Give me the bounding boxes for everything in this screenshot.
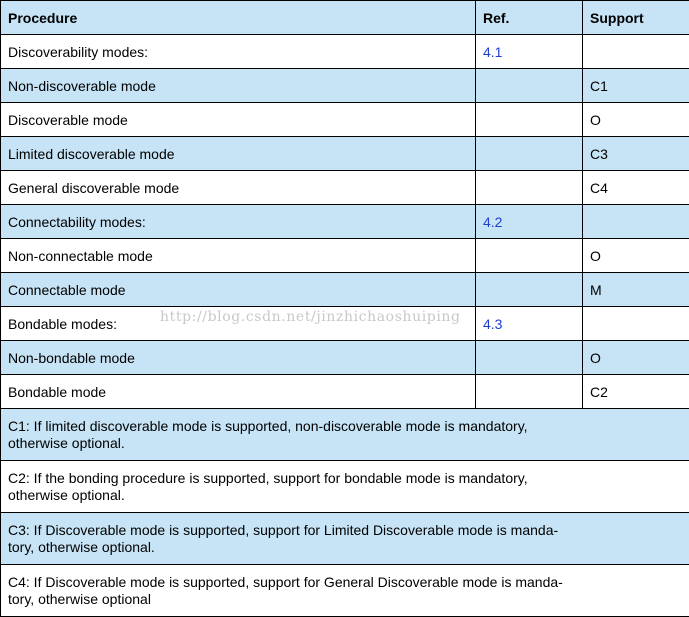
support-cell: O <box>583 341 689 375</box>
table-row <box>1 307 689 341</box>
note-c4 <box>1 565 689 617</box>
procedure-cell: Non-connectable mode <box>1 239 476 273</box>
support-cell <box>583 205 689 239</box>
procedure-cell: Discoverability modes: <box>1 35 476 69</box>
note-line: C1: If limited discoverable mode is supported, non-discoverable mode is mandatory, <box>8 418 682 435</box>
note-c2 <box>1 461 689 513</box>
ref-cell: 4.1 <box>476 35 583 69</box>
note-line: C3: If Discoverable mode is supported, support for Limited Discoverable mode is manda- <box>8 522 682 539</box>
support-cell: O <box>583 239 689 273</box>
support-cell <box>583 307 689 341</box>
note-line: C4: If Discoverable mode is supported, support for General Discoverable mode is manda- <box>8 574 682 591</box>
note-line: otherwise optional. <box>8 487 682 504</box>
procedure-cell: Discoverable mode <box>1 103 476 137</box>
support-cell: O <box>583 103 689 137</box>
table-header-row <box>1 1 689 35</box>
support-cell: C3 <box>583 137 689 171</box>
procedure-cell: Limited discoverable mode <box>1 137 476 171</box>
procedure-cell: Bondable mode <box>1 375 476 409</box>
note-line: tory, otherwise optional <box>8 591 682 608</box>
support-cell <box>583 35 689 69</box>
note-line: tory, otherwise optional. <box>8 539 682 556</box>
procedure-cell: Non-bondable mode <box>1 341 476 375</box>
ref-cell: 4.2 <box>476 205 583 239</box>
ref-cell: 4.3 <box>476 307 583 341</box>
procedure-cell: Connectability modes: <box>1 205 476 239</box>
ref-cell <box>476 69 583 103</box>
table-row <box>1 35 689 69</box>
table-row <box>1 69 689 103</box>
support-cell: M <box>583 273 689 307</box>
table-row <box>1 375 689 409</box>
header-support: Support <box>583 1 689 35</box>
table-row <box>1 341 689 375</box>
table-row <box>1 205 689 239</box>
table-row <box>1 239 689 273</box>
note-line: otherwise optional. <box>8 435 682 452</box>
ref-cell <box>476 171 583 205</box>
support-cell: C2 <box>583 375 689 409</box>
note-c1 <box>1 409 689 461</box>
table-row <box>1 171 689 205</box>
procedure-cell: Connectable mode <box>1 273 476 307</box>
ref-cell <box>476 239 583 273</box>
table-row <box>1 273 689 307</box>
table-row <box>1 137 689 171</box>
note-line: C2: If the bonding procedure is supported, support for bondable mode is mandatory, <box>8 470 682 487</box>
header-procedure: Procedure <box>1 1 476 35</box>
blog-watermark: http://blog.csdn.net/jinzhichaoshuiping <box>160 309 461 325</box>
ref-cell <box>476 273 583 307</box>
header-ref: Ref. <box>476 1 583 35</box>
table-row <box>1 103 689 137</box>
procedure-cell: Non-discoverable mode <box>1 69 476 103</box>
procedure-cell: Bondable modes: <box>1 307 476 341</box>
note-row <box>1 409 689 461</box>
note-row <box>1 565 689 617</box>
ref-cell <box>476 103 583 137</box>
support-cell: C4 <box>583 171 689 205</box>
ref-cell <box>476 137 583 171</box>
note-row <box>1 461 689 513</box>
procedure-cell: General discoverable mode <box>1 171 476 205</box>
note-c3 <box>1 513 689 565</box>
support-cell: C1 <box>583 69 689 103</box>
ref-cell <box>476 375 583 409</box>
ref-cell <box>476 341 583 375</box>
note-row <box>1 513 689 565</box>
